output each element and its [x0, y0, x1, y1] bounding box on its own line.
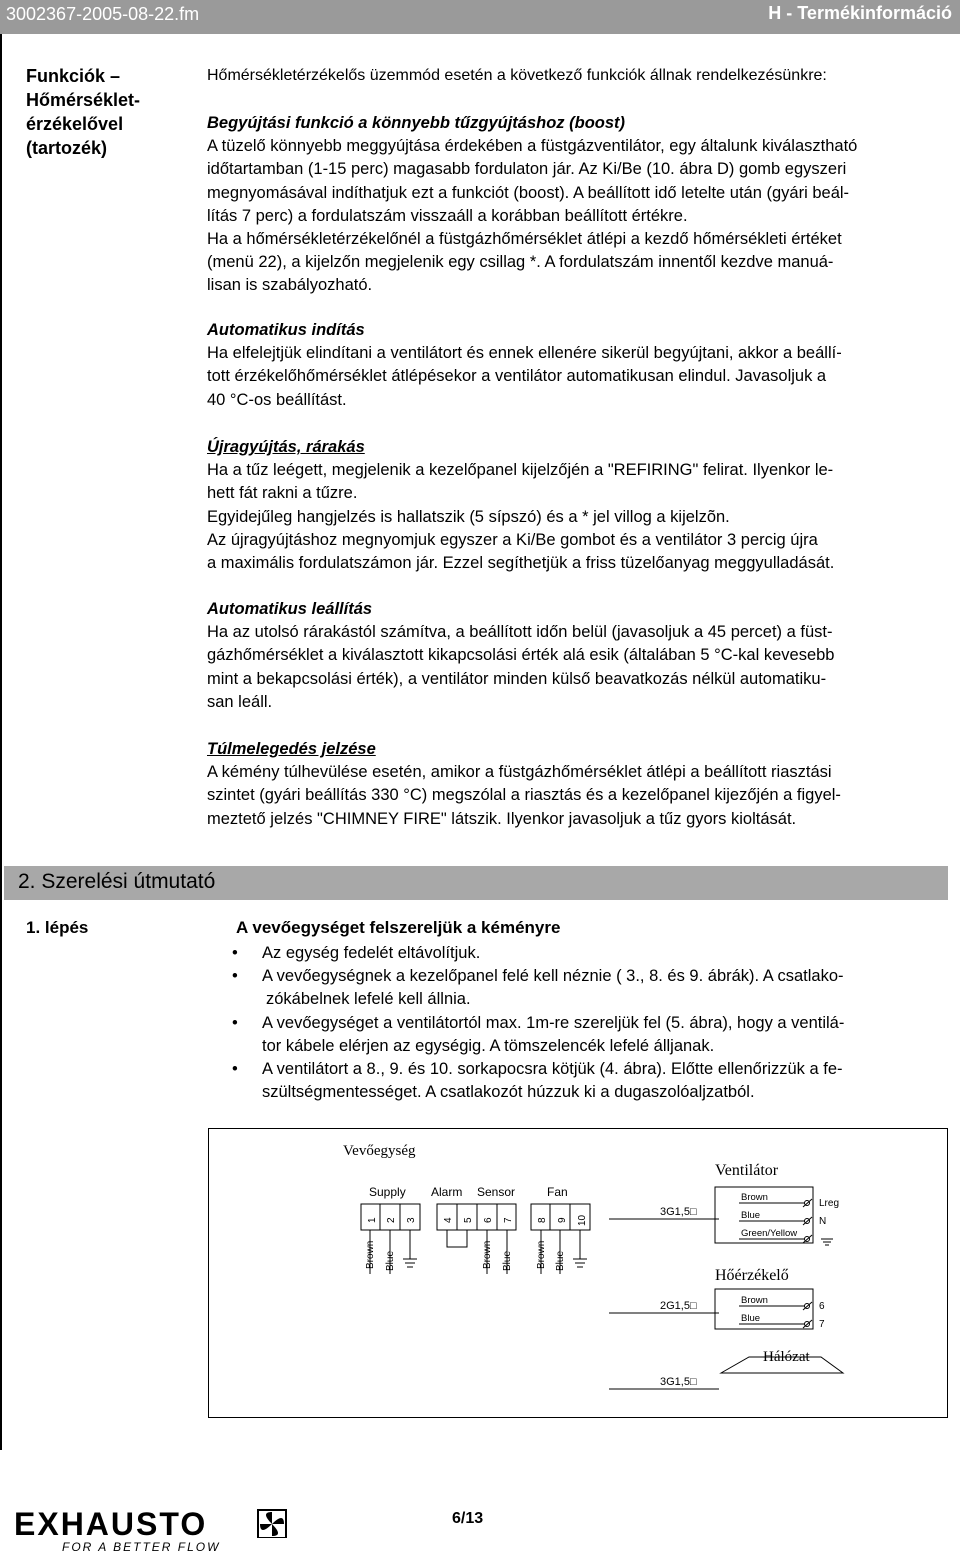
text-line: megnyomásával indíthatjuk ezt a funkciót (boost). A beállított idő letelte után (gyári beál-	[207, 183, 850, 202]
intro-text	[207, 64, 955, 87]
sidebar-line: (tartozék)	[26, 138, 108, 158]
wiring-diagram	[208, 1128, 948, 1418]
sensor-terminal: 7	[819, 1319, 825, 1330]
group-label-supply: Supply	[369, 1185, 406, 1199]
terminal-number: 9	[557, 1217, 568, 1223]
list-item	[232, 1058, 952, 1104]
terminal-number: 3	[406, 1217, 417, 1223]
intro-line: Hőmérsékletérzékelős üzemmód esetén a következő funkciók állnak rendelkezésünkre:	[207, 67, 827, 84]
wire-label: Blue	[555, 1250, 566, 1271]
text-line: hett fát rakni a tűzre.	[207, 484, 358, 503]
sidebar-line: érzékelővel	[26, 114, 124, 134]
wire-label: Blue	[385, 1250, 396, 1271]
bullet-text: szültségmentességet. A csatlakozót húzzuk ki a dugaszolóaljzatból.	[262, 1083, 755, 1102]
text-line: gázhőmérséklet a kiválasztott kikapcsolási érték alá esik (általában 5 °C-kal kevesebb	[207, 646, 835, 665]
bullet-icon: •	[232, 1060, 238, 1079]
wire-label: Brown	[482, 1240, 493, 1269]
bullet-text: A ventilátort a 8., 9. és 10. sorkapocsra kötjük (4. ábra). Előtte ellenőrizzük a fe-	[262, 1060, 843, 1079]
text-line: tott érzékelőhőmérséklet átlépésekor a ventilátor automatikusan elindul. Javasoljuk a	[207, 367, 827, 386]
ventilator-wire: Green/Yellow	[741, 1228, 798, 1239]
group-label-alarm: Alarm	[431, 1185, 463, 1199]
text-line: időtartamban (1-15 perc) magasabb fordulaton jár. Az Ki/Be (10. ábra D) gomb egyszeri	[207, 160, 847, 179]
terminal-number: 8	[537, 1217, 548, 1223]
sensor-wire: Brown	[741, 1295, 768, 1306]
text-line: mint a bekapcsolási érték), a ventilátor minden külső beavatkozás nélkül automatiku-	[207, 669, 827, 688]
boost-title: Begyújtási funkció a könnyebb tűzgyújtáshoz (boost)	[207, 114, 626, 132]
auto-stop-title: Automatikus leállítás	[207, 600, 373, 618]
exhausto-logo	[14, 1508, 304, 1538]
text-line: meztető jelzés "CHIMNEY FIRE" látszik. Ilyenkor javasoljuk a tűz gyors kioltását.	[207, 809, 797, 828]
text-line: Ha elfelejtjük elindítani a ventilátort és ennek ellenére sikerül begyújtani, akkor a beállí-	[207, 344, 842, 363]
cable-label: 3G1,5□	[660, 1206, 697, 1218]
step-label: 1. lépés	[26, 918, 89, 937]
refire-section	[207, 436, 955, 575]
text-line: san leáll.	[207, 692, 273, 711]
ventilator-wire: Blue	[741, 1210, 761, 1221]
mains-title: Hálózat	[763, 1349, 810, 1365]
page-number: 6/13	[452, 1510, 484, 1527]
step-bullet-list	[232, 942, 952, 1104]
ventilator-title: Ventilátor	[715, 1162, 779, 1179]
bullet-icon: •	[232, 944, 238, 962]
section-title: 2. Szerelési útmutató	[18, 870, 216, 893]
list-item	[232, 965, 952, 1011]
wire-label: Blue	[502, 1250, 513, 1271]
text-line: Egyidejűleg hangjelzés is hallatszik (5 sípszó) és a * jel villog a kijelzõn.	[207, 507, 730, 526]
step-title: A vevőegységet felszereljük a kéményre	[236, 918, 561, 937]
group-label-sensor: Sensor	[477, 1185, 516, 1199]
terminal-number: 6	[483, 1217, 494, 1223]
receiver-title: Vevőegység	[343, 1143, 416, 1159]
auto-stop-section	[207, 598, 955, 714]
sensor-title: Hőérzékelő	[715, 1267, 789, 1284]
text-line: lisan is szabályozható.	[207, 276, 373, 295]
ventilator-terminal: Lreg	[819, 1198, 840, 1209]
wiring-diagram-svg	[209, 1129, 946, 1416]
sidebar-line: Hőmérséklet-	[26, 90, 141, 110]
text-line: Ha a hőmérsékletérzékelőnél a füstgázhőmérséklet átlépi a kezdő hőmérsékleti értéket	[207, 230, 842, 249]
text-line: A kémény túlhevülése esetén, amikor a füstgázhőmérséklet átlépi a beállított riasztási	[207, 763, 832, 782]
document-id: 3002367-2005-08-22.fm	[6, 4, 200, 24]
overheat-title: Túlmelegedés jelzése	[207, 740, 376, 758]
brand-name: EXHAUSTO	[14, 1508, 208, 1538]
terminal-number: 5	[463, 1217, 474, 1223]
terminal-number: 10	[577, 1214, 588, 1226]
text-line: lítás 7 perc) a fordulatszám visszaáll a korábban beállított értékre.	[207, 206, 688, 225]
bullet-text: Az egység fedelét eltávolítjuk.	[262, 944, 481, 962]
text-line: 40 °C-os beállítást.	[207, 390, 347, 409]
boost-section	[207, 112, 955, 298]
cable-label: 3G1,5□	[660, 1376, 697, 1388]
bullet-text: tor kábele elérjen az egységig. A tömszelencék lefelé álljanak.	[262, 1036, 715, 1055]
text-line: (menü 22), a kijelzőn megjelenik egy csillag *. A fordulatszám innentől kezdve manuá-	[207, 253, 834, 272]
bullet-icon: •	[232, 1013, 238, 1032]
terminal-number: 7	[503, 1217, 514, 1223]
list-item	[232, 1012, 952, 1058]
terminal-number: 2	[386, 1217, 397, 1223]
brand-tagline: FOR A BETTER FLOW	[62, 1540, 221, 1554]
text-line: A tüzelő könnyebb meggyújtása érdekében a füstgázventilátor, egy általunk kiválasztható	[207, 137, 858, 156]
refire-title: Újragyújtás, rárakás	[207, 438, 365, 456]
group-label-fan: Fan	[547, 1185, 568, 1199]
sidebar-title	[26, 64, 186, 160]
wire-label: Brown	[536, 1240, 547, 1269]
list-item	[232, 942, 952, 965]
left-border-line	[0, 34, 2, 1450]
ventilator-terminal: N	[819, 1216, 827, 1227]
brand-logo	[14, 1508, 304, 1543]
bullet-text: zókábelnek lefelé kell állnia.	[266, 990, 471, 1009]
section-label: H - Termékinformáció	[768, 3, 952, 23]
text-line: Az újragyújtáshoz megnyomjuk egyszer a Ki/Be gombot és a ventilátor 3 percig újra	[207, 530, 818, 549]
bullet-icon: •	[232, 967, 238, 986]
sidebar-line: Funkciók –	[26, 66, 121, 86]
overheat-section	[207, 738, 955, 831]
sensor-wire: Blue	[741, 1313, 761, 1324]
terminal-number: 1	[367, 1217, 378, 1223]
sensor-terminal: 6	[819, 1301, 825, 1312]
text-line: a maximális fordulatszámon jár. Ezzel segíthetjük a friss tüzelőanyag meggyulladását.	[207, 554, 835, 573]
terminal-number: 4	[443, 1217, 454, 1223]
auto-start-title: Automatikus indítás	[207, 321, 365, 339]
ventilator-wire: Brown	[741, 1192, 768, 1203]
text-line: szintet (gyári beállítás 330 °C) megszólal a riasztás és a kezelőpanel kijezőjén a figyel-	[207, 786, 841, 805]
auto-start-section	[207, 319, 955, 412]
bullet-text: A vevőegységet a ventilátortól max. 1m-re szereljük fel (5. ábra), hogy a ventilá-	[262, 1013, 845, 1032]
text-line: Ha az utolsó rárakástól számítva, a beállított időn belül (javasoljuk a 45 percet) a füst-	[207, 623, 833, 642]
bullet-text: A vevőegységnek a kezelőpanel felé kell néznie ( 3., 8. és 9. ábrák). A csatlako-	[262, 967, 844, 986]
wire-label: Brown	[365, 1240, 376, 1269]
terminal-block-supply	[361, 1204, 420, 1230]
text-line: Ha a tűz leégett, megjelenik a kezelőpanel kijelzőjén a "REFIRING" felirat. Ilyenkor le-	[207, 461, 834, 480]
cable-label: 2G1,5□	[660, 1300, 697, 1312]
